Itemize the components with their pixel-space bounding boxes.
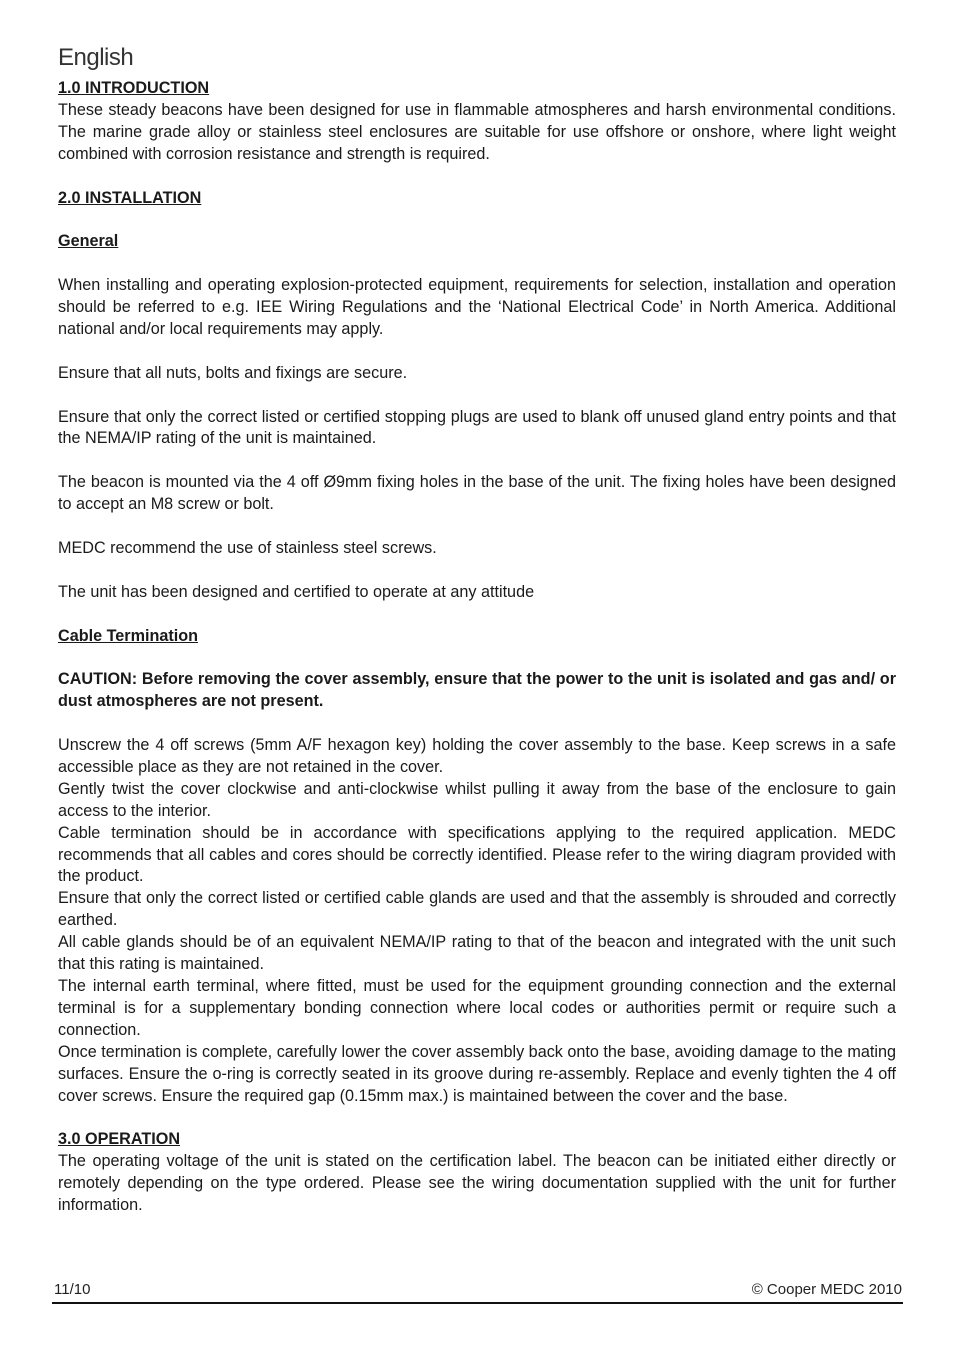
cable-paragraph: Ensure that only the correct listed or certified cable glands are used and that the assembly is shrouded and correctly earthed. xyxy=(58,889,896,930)
installation-heading: 2.0 INSTALLATION xyxy=(58,188,202,207)
cable-paragraph: Unscrew the 4 off screws (5mm A/F hexagon key) holding the cover assembly to the base. Keep screws in a safe accessible place as they are not retained in the cover. xyxy=(58,736,896,776)
general-paragraph: Ensure that only the correct listed or certified stopping plugs are used to blank off unused gland entry points and that the NEMA/IP rating of the unit is maintained. xyxy=(58,407,896,448)
general-paragraph: The unit has been designed and certified to operate at any attitude xyxy=(58,582,535,601)
general-paragraph: MEDC recommend the use of stainless steel screws. xyxy=(58,538,437,557)
language-label: English xyxy=(58,44,134,71)
operation-heading: 3.0 OPERATION xyxy=(58,1130,181,1149)
cable-paragraph: The internal earth terminal, where fitted, must be used for the equipment grounding connection and the external terminal is for a supplementary bonding connection where local codes or authorities permit or require such a connection. xyxy=(58,976,896,1039)
general-paragraph: Ensure that all nuts, bolts and fixings are secure. xyxy=(58,363,408,382)
general-paragraph: When installing and operating explosion-protected equipment, requirements for selection, installation and operation should be referred to e.g. IEE Wiring Regulations and the ‘National Electrical Code’ in North America. Additional national and/or local requirements may apply. xyxy=(58,276,896,338)
footer-date-code: 11/10 xyxy=(54,1281,91,1298)
cable-termination-heading: Cable Termination xyxy=(58,626,199,645)
footer-copyright: © Cooper MEDC 2010 xyxy=(751,1281,902,1298)
cable-paragraph: Cable termination should be in accordance with specifications applying to the required application. MEDC recommends that all cables and cores should be correctly identified. Please refer to the wiring diagram provided with the product. xyxy=(58,823,896,886)
operation-paragraph: The operating voltage of the unit is stated on the certification label. The beacon can be initiated either directly or remotely depending on the type ordered. Please see the wiring documentation supplied with the unit for further information. xyxy=(58,1152,896,1215)
cable-paragraph: Gently twist the cover clockwise and anti-clockwise whilst pulling it away from the base of the enclosure to gain access to the interior. xyxy=(58,779,896,820)
general-heading: General xyxy=(58,232,119,251)
document-body xyxy=(58,78,896,1217)
general-paragraph: The beacon is mounted via the 4 off Ø9mm fixing holes in the base of the unit. The fixing holes have been designed to accept an M8 screw or bolt. xyxy=(58,473,896,514)
caution-notice: CAUTION: Before removing the cover assembly, ensure that the power to the unit is isolated and gas and/ or dust atmospheres are not present. xyxy=(58,670,896,711)
footer-divider xyxy=(52,1302,903,1304)
intro-heading: 1.0 INTRODUCTION xyxy=(58,79,210,97)
cable-paragraph: Once termination is complete, carefully lower the cover assembly back onto the base, avoiding damage to the mating surfaces. Ensure the o-ring is correctly seated in its groove during re-assembly. Replace and evenly tighten the 4 off cover screws. Ensure the required gap (0.15mm max.) is maintained between the cover and the base. xyxy=(58,1042,896,1105)
intro-paragraph: These steady beacons have been designed for use in flammable atmospheres and harsh environmental conditions. The marine grade alloy or stainless steel enclosures are suitable for use offshore or onshore, where light weight combined with corrosion resistance and strength is required. xyxy=(58,100,896,163)
cable-paragraph: All cable glands should be of an equivalent NEMA/IP rating to that of the beacon and integrated with the unit such that this rating is maintained. xyxy=(58,933,896,974)
